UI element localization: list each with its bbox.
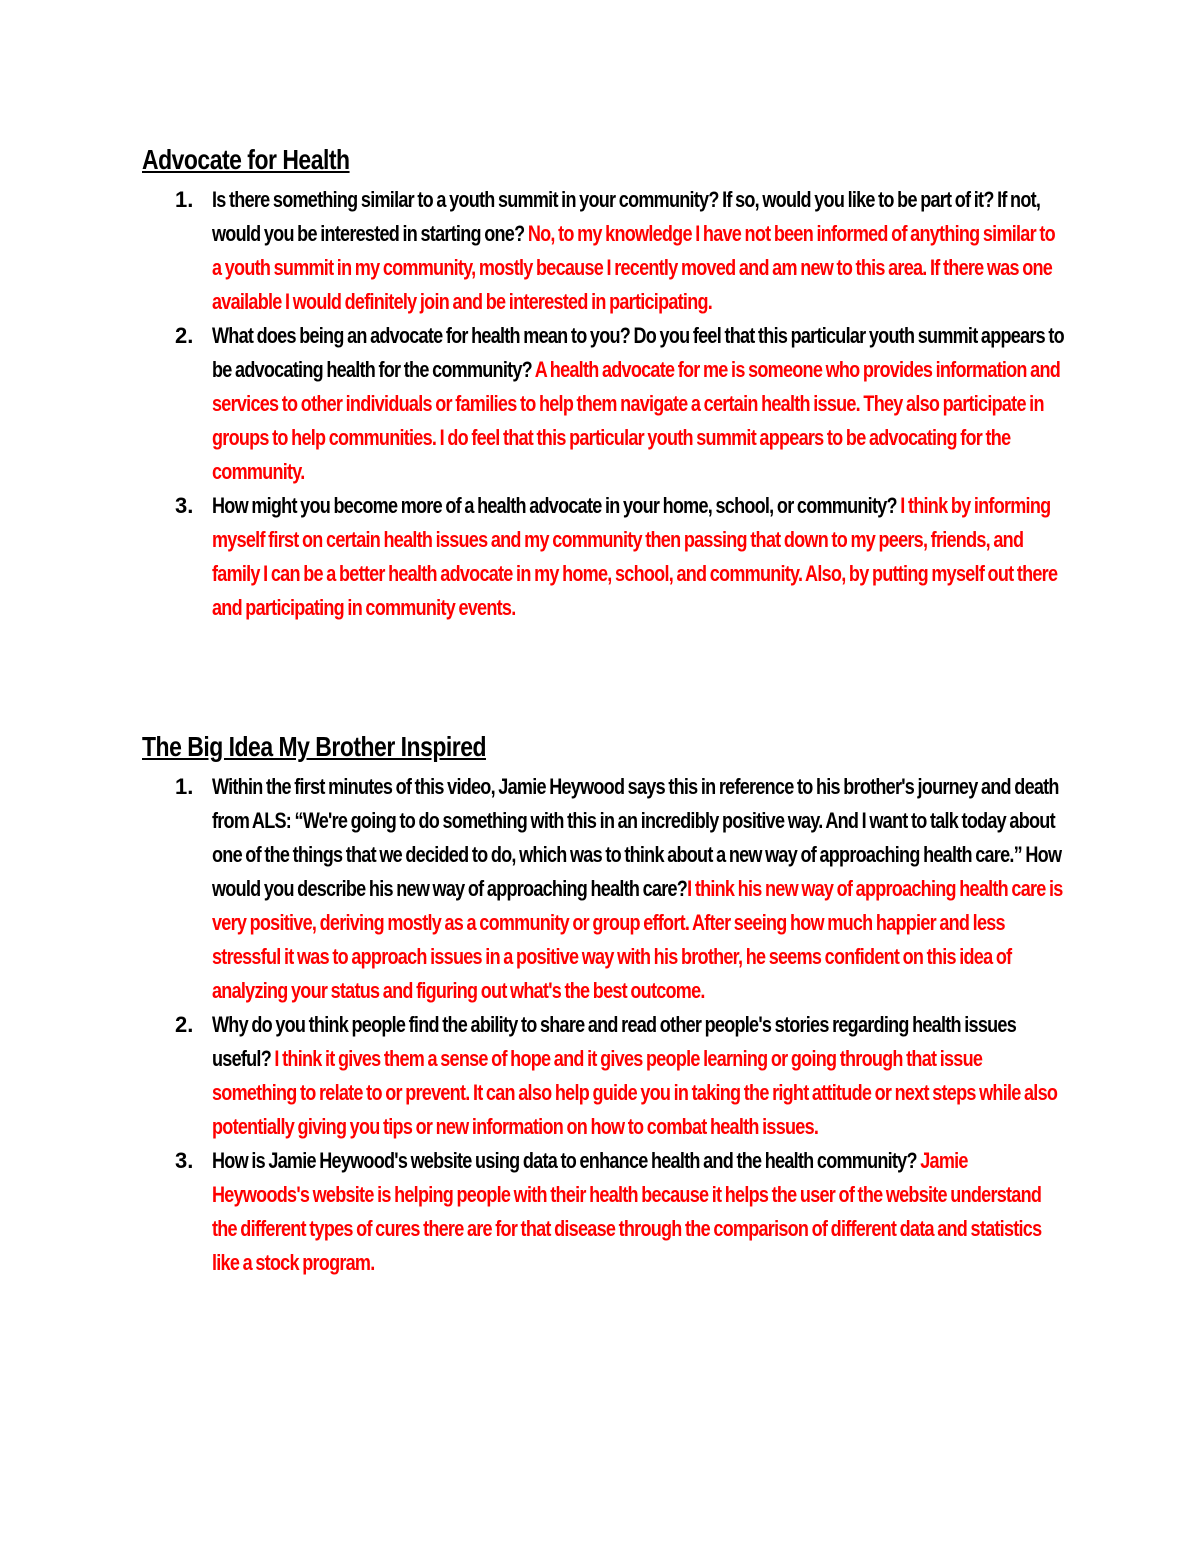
question-list (142, 183, 1072, 625)
section-big-idea (142, 730, 1072, 1280)
question-item (142, 770, 1072, 1008)
answer-text: I think it gives them a sense of hope and it gives people learning or going through that issue something to relate to or prevent. It can also help guide you in taking the right attitude or next steps while also potentially giving you tips or new information on how to combat health issues. (212, 1046, 1058, 1139)
question-list (142, 770, 1072, 1280)
question-item (142, 183, 1072, 319)
question-text: Within the first minutes of this video, Jamie Heywood says this in reference to his brother's journey and death from ALS: “We're going to do something with this in an incredibly positive way. And I want to talk today about one of the things that we decided to do, which was to think about a new way of approaching health care.” How would you describe his new way of approaching health care? (212, 774, 1062, 901)
question-body (212, 183, 1065, 319)
question-item (142, 1008, 1072, 1144)
section-heading: The Big Idea My Brother Inspired (142, 731, 487, 762)
question-text: How is Jamie Heywood's website using data to enhance health and the health community? (212, 1148, 921, 1173)
answer-text: I think his new way of approaching health care is very positive, deriving mostly as a community or group effort. After seeing how much happier and less stressful it was to approach issues in a positive way with his brother, he seems confident on this idea of analyzing your status and figuring out what's the best outcome. (212, 876, 1063, 1003)
question-text: Is there something similar to a youth summit in your community? If so, would you like to be part of it? If not, would you be interested in starting one? (212, 187, 1041, 246)
question-body (212, 1144, 1065, 1280)
section-heading: Advocate for Health (142, 144, 350, 175)
question-number: 1. (175, 187, 194, 212)
question-item (142, 489, 1072, 625)
question-number: 1. (175, 774, 194, 799)
question-body (212, 770, 1065, 1008)
question-number: 2. (175, 1012, 194, 1037)
answer-text: Jamie Heywoods's website is helping people with their health because it helps the user of the website understand the different types of cures there are for that disease through the comparison of different data and statistics like a stock program. (212, 1148, 1042, 1275)
section-advocate-for-health (142, 143, 1072, 625)
answer-text: I think by informing myself first on certain health issues and my community then passing that down to my peers, friends, and family I can be a better health advocate in my home, school, and community. Also, by putting myself out there and participating in community events. (212, 493, 1058, 620)
question-text: How might you become more of a health advocate in your home, school, or community? (212, 493, 901, 518)
question-text: Why do you think people find the ability to share and read other people's stories regarding health issues useful? (212, 1012, 1016, 1071)
question-number: 3. (175, 1148, 194, 1173)
question-number: 3. (175, 493, 194, 518)
question-item (142, 1144, 1072, 1280)
question-text: What does being an advocate for health mean to you? Do you feel that this particular youth summit appears to be advocating health for the community? (212, 323, 1064, 382)
question-item (142, 319, 1072, 489)
question-number: 2. (175, 323, 194, 348)
answer-text: A health advocate for me is someone who provides information and services to other individuals or families to help them navigate a certain health issue. They also participate in groups to help communities. I do feel that this particular youth summit appears to be advocating for the community. (212, 357, 1061, 484)
question-body (212, 489, 1065, 625)
question-body (212, 1008, 1065, 1144)
question-body (212, 319, 1065, 489)
answer-text: No, to my knowledge I have not been informed of anything similar to a youth summit in my community, mostly because I recently moved and am new to this area. If there was one available I would definitely join and be interested in participating. (212, 221, 1055, 314)
